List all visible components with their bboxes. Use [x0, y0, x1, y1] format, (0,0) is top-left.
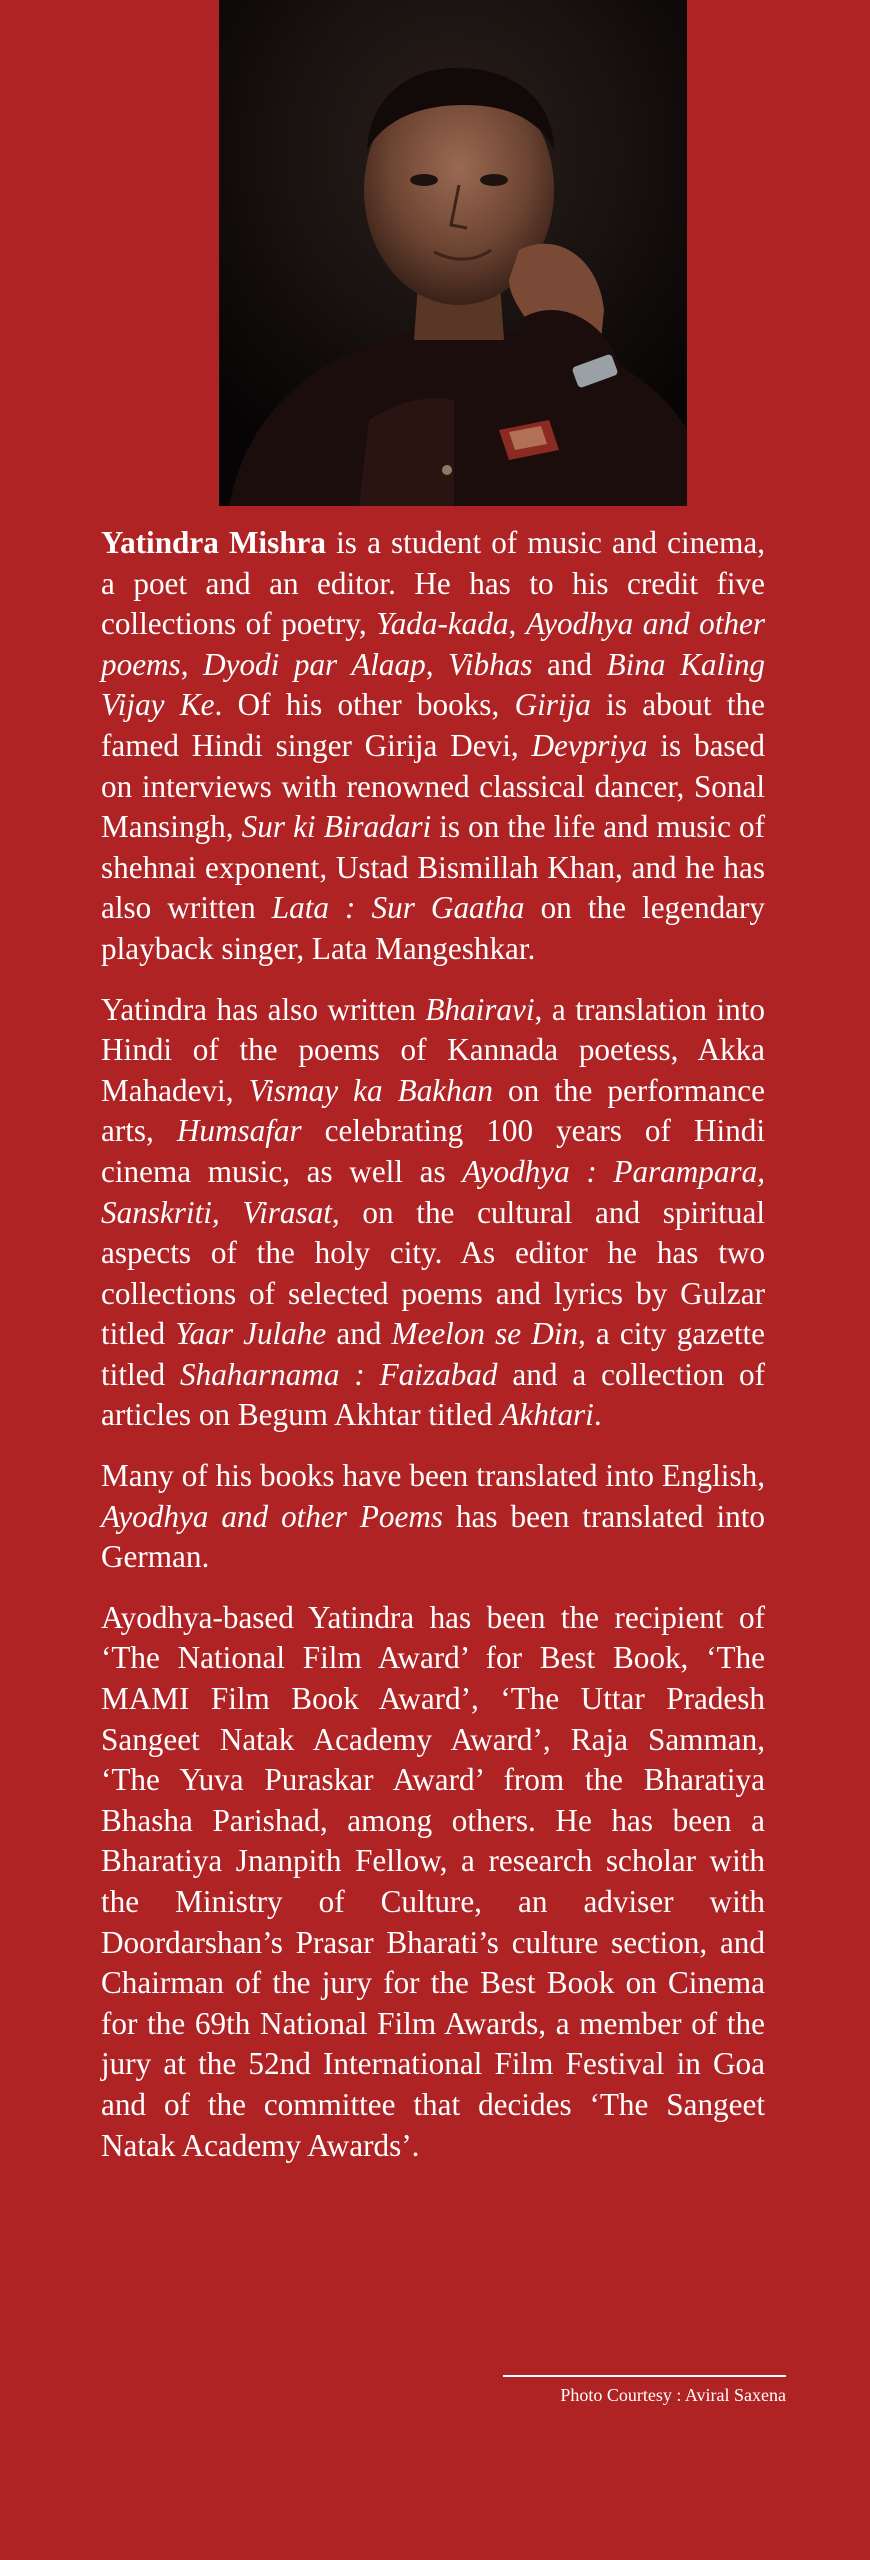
text-run: Yatindra has also written: [101, 991, 426, 1027]
book-title: Yada-kada: [376, 606, 509, 642]
text-run: on the legendary playback singer, Lata Mangeshkar.: [101, 890, 765, 966]
text-run: and a collection of articles on Begum Akhtar titled: [101, 1356, 765, 1433]
book-title: Sur ki Biradari: [241, 809, 432, 845]
photo-credit: Photo Courtesy : Aviral Saxena: [560, 2385, 786, 2405]
text-run: has been translated into German.: [101, 1498, 765, 1575]
book-title: Girija: [514, 687, 591, 723]
text-run: , a city gazette titled: [101, 1316, 766, 1392]
bio-paragraph: [101, 1456, 765, 1578]
bio-paragraph: [101, 1598, 765, 2166]
biography: [101, 523, 765, 2166]
book-title: Meelon se Din: [391, 1316, 578, 1352]
book-title: Vismay ka Bakhan: [248, 1072, 493, 1108]
book-title: Ayodhya : Parampara, Sanskriti, Virasat: [101, 1153, 766, 1230]
book-title: Dyodi par Alaap: [203, 646, 426, 682]
book-title: Bina Kaling Vijay Ke: [101, 646, 766, 723]
text-run: is a student of music and cinema, a poet and an editor. He has to his credit five collections of poetry,: [101, 525, 765, 642]
text-run: . Of his other books,: [214, 687, 515, 723]
book-title: Ayodhya and other Poems: [101, 1498, 443, 1534]
book-title: Bhairavi: [425, 991, 535, 1027]
text-run: Many of his books have been translated into English,: [101, 1458, 765, 1494]
book-title: Vibhas: [448, 646, 533, 682]
book-title: Yaar Julahe: [175, 1316, 327, 1352]
text-run: Ayodhya-based Yatindra has been the recipient of ‘The National Film Award’ for Best Book, ‘The MAMI Film Book Award’, ‘The Uttar Pradesh Sangeet Natak Academy Award’, Raja Samman, ‘The Yuva Puraskar Award’ from the Bharatiya Bhasha Parishad, among others. He has been a Bharatiya Jnanpith Fellow, a research scholar with the Ministry of Culture, an adviser with Doordarshan’s Prasar Bharati’s culture section, and Chairman of the jury for the Best Book on Cinema for the 69th National Film Awards, a member of the jury at the 52nd International Film Festival in Goa and of the committee that decides ‘The Sangeet Natak Academy Awards’.: [101, 1599, 765, 2163]
text-run: ,: [425, 646, 449, 682]
text-run: , a translation into Hindi of the poems of Kannada poetess, Akka Mahadevi,: [101, 991, 766, 1108]
bio-paragraph: [101, 990, 765, 1437]
text-run: , on the cultural and spiritual aspects of the holy city. As editor he has two collections of selected poems and lyrics by Gulzar titled: [101, 1194, 765, 1352]
text-run: ,: [508, 606, 526, 642]
book-title: Lata : Sur Gaatha: [271, 890, 525, 926]
text-run: is based on interviews with renowned classical dancer, Sonal Mansingh,: [101, 727, 765, 845]
book-title: Ayodhya and other poems: [101, 606, 765, 682]
text-run: ,: [180, 646, 204, 682]
text-run: on the performance arts,: [101, 1072, 765, 1149]
divider-line: [503, 2375, 786, 2377]
book-title: Shaharnama : Faizabad: [180, 1356, 498, 1392]
author-photo: [219, 0, 687, 506]
text-run: and: [326, 1316, 392, 1352]
book-title: Humsafar: [176, 1113, 302, 1149]
text-run: celebrating 100 years of Hindi cinema music, as well as: [101, 1113, 765, 1189]
author-portrait-illustration: [219, 0, 687, 506]
book-title: Devpriya: [531, 727, 648, 763]
text-run: is on the life and music of shehnai exponent, Ustad Bismillah Khan, and he has also written: [101, 809, 766, 926]
text-run: is about the famed Hindi singer Girija Devi,: [101, 687, 765, 763]
book-title: Akhtari: [500, 1397, 594, 1433]
text-run: .: [593, 1397, 602, 1433]
bio-paragraph: [101, 523, 765, 970]
text-run: and: [532, 646, 607, 682]
bold-text: Yatindra Mishra: [101, 525, 326, 560]
